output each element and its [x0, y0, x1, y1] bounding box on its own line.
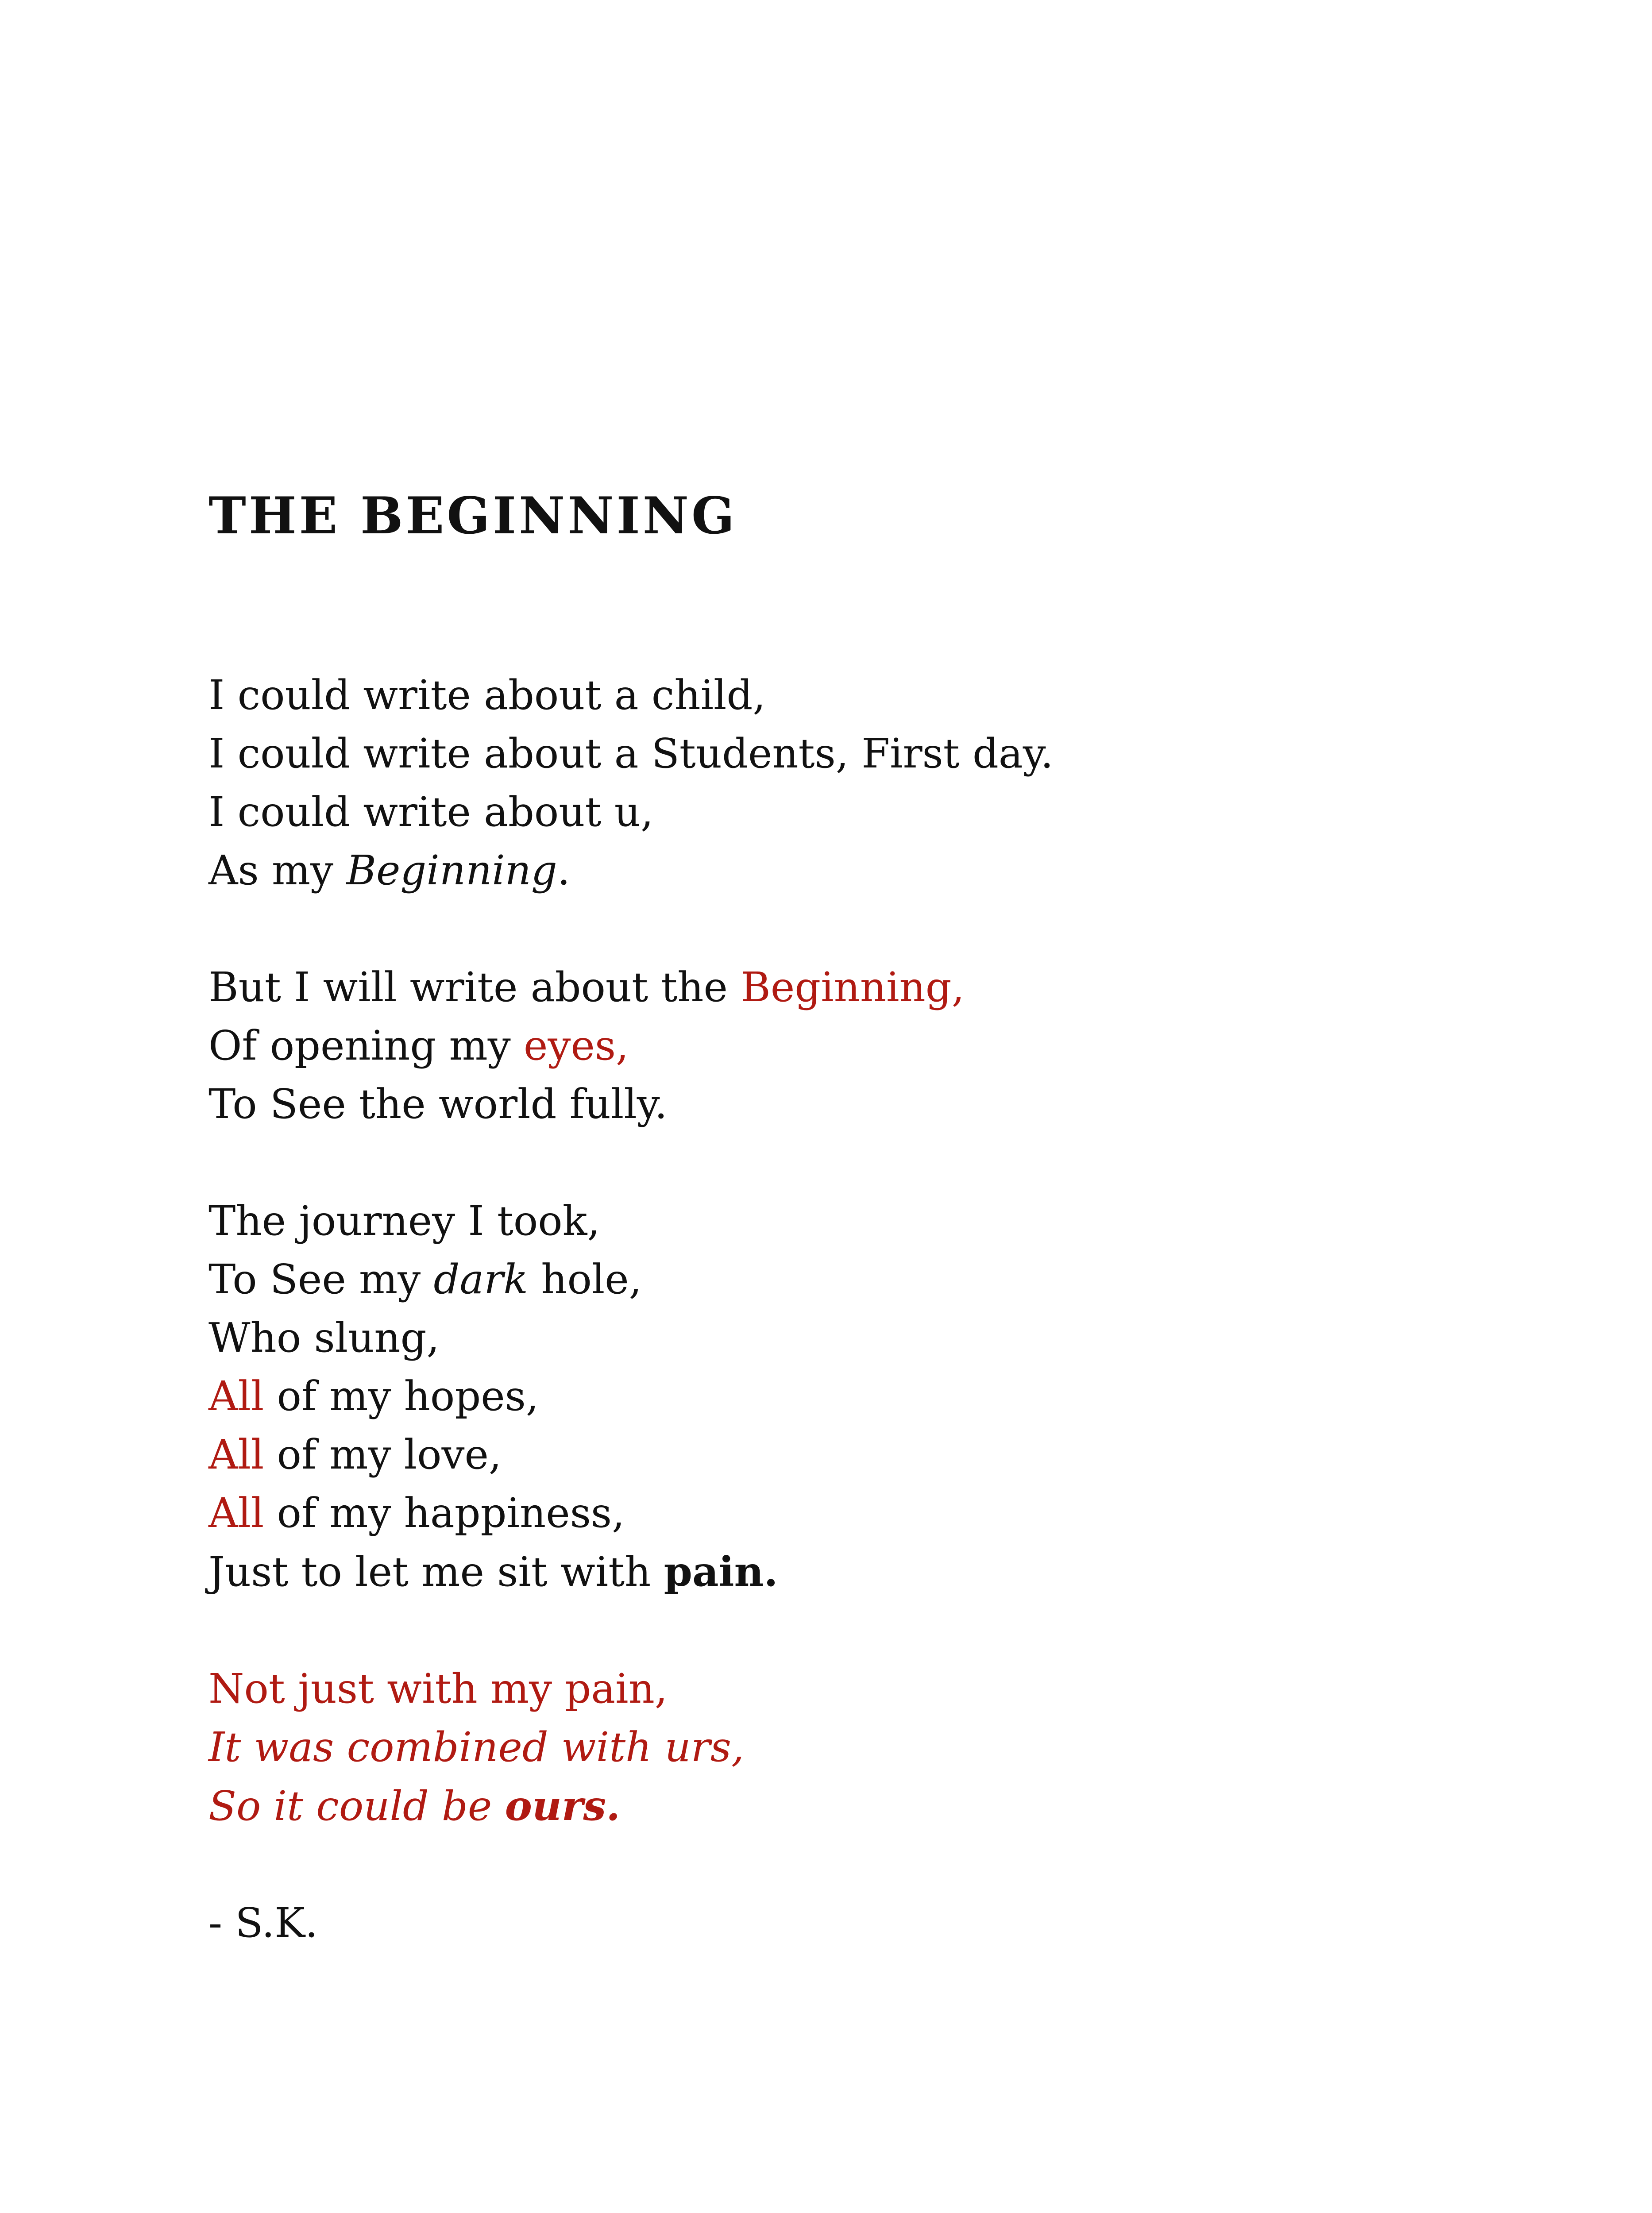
- poem-line: It was combined with urs,: [208, 1723, 745, 1771]
- poem-line: [208, 1017, 1536, 1075]
- line-text: of my hopes,: [264, 1373, 539, 1420]
- poem-title: THE BEGINNING: [208, 486, 737, 545]
- poem-line: Who slung,: [208, 1314, 440, 1361]
- poem-line: [208, 958, 1536, 1017]
- poem-line: I could write about a child,: [208, 671, 766, 719]
- poem-line: The journey I took,: [208, 1197, 600, 1245]
- stanza-2: [208, 958, 1536, 1133]
- line-text: of my happiness,: [264, 1489, 625, 1537]
- poem-line: To See the world fully.: [208, 1080, 668, 1128]
- highlight-word: All: [208, 1489, 264, 1537]
- line-text: As my: [208, 847, 347, 894]
- poem-body: [208, 666, 1536, 1952]
- line-text: hole,: [528, 1256, 642, 1303]
- line-text: To See my: [208, 1256, 434, 1303]
- line-text: Just to let me sit with: [208, 1548, 664, 1596]
- poem-line: [208, 1777, 1536, 1835]
- stanza-1: [208, 666, 1536, 900]
- poem-line: Not just with my pain,: [208, 1665, 668, 1712]
- author-signature: - S.K.: [208, 1899, 318, 1947]
- stanza-4: [208, 1660, 1536, 1835]
- line-text: .: [557, 847, 571, 894]
- poem-line: [208, 1367, 1536, 1426]
- poem-line: [208, 1250, 1536, 1309]
- poem-line: [208, 1542, 1536, 1601]
- poem-line: [208, 841, 1536, 900]
- strong-word: pain.: [664, 1548, 778, 1596]
- stanza-3: [208, 1192, 1536, 1601]
- line-text: So it could be: [208, 1782, 505, 1830]
- poem-line: I could write about a Students, First day.: [208, 730, 1054, 777]
- highlight-word: eyes,: [523, 1022, 629, 1069]
- highlight-word: All: [208, 1373, 264, 1420]
- poem-line: [208, 1426, 1536, 1484]
- poem-line: [208, 1484, 1536, 1542]
- strong-word: ours.: [505, 1782, 621, 1830]
- highlight-word: All: [208, 1431, 264, 1478]
- emphasis-word: dark: [433, 1256, 528, 1303]
- highlight-word: Beginning,: [741, 964, 965, 1011]
- line-text: Of opening my: [208, 1022, 524, 1069]
- line-text: But I will write about the: [208, 964, 741, 1011]
- poem-line: I could write about u,: [208, 788, 654, 836]
- line-text: of my love,: [264, 1431, 502, 1478]
- emphasis-word: Beginning: [346, 847, 557, 894]
